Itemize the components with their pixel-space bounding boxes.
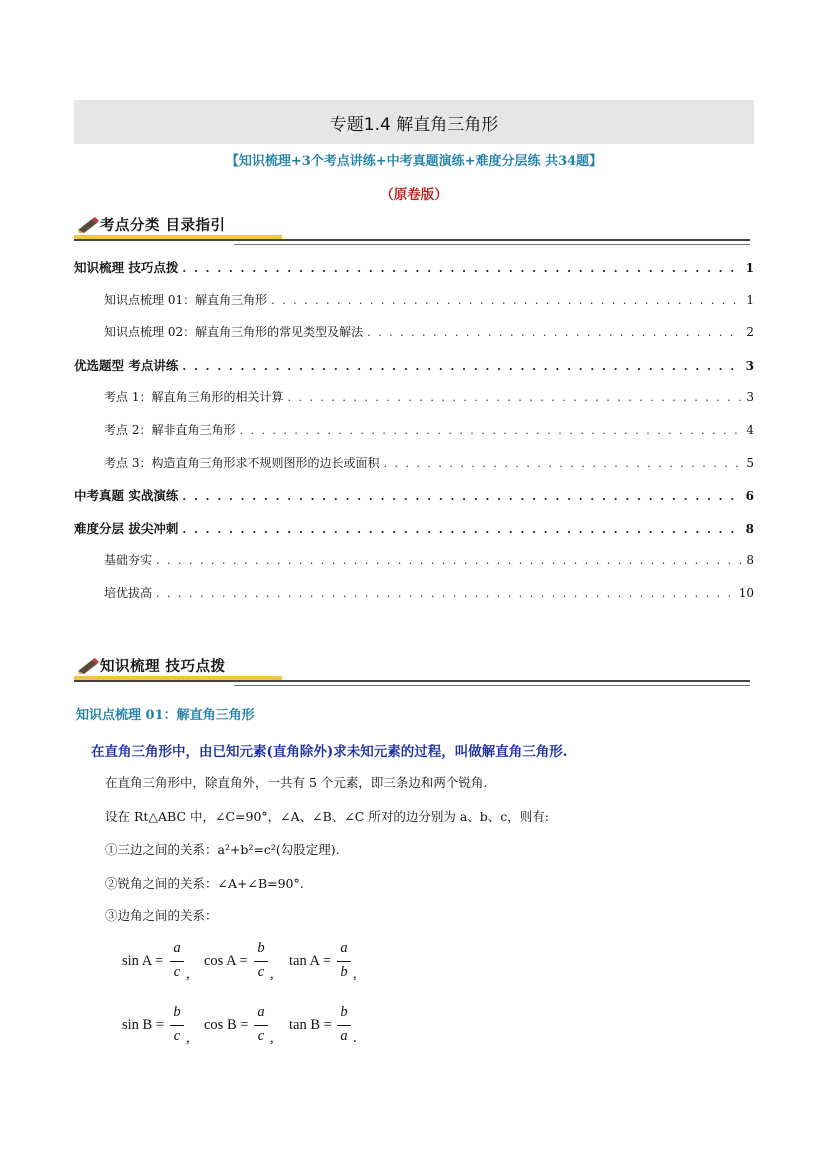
- toc-entry[interactable]: [74, 519, 754, 552]
- toc-page-number: 4: [746, 422, 754, 437]
- knowledge-point-title: 知识点梳理 01：解直角三角形: [76, 708, 255, 723]
- toc-page-number: 5: [746, 455, 754, 470]
- document-title-text: 专题1.4 解直角三角形: [329, 114, 499, 135]
- pencil-icon: [76, 657, 100, 675]
- toc-leader: [383, 457, 742, 470]
- toc-leader: [182, 523, 741, 536]
- formula-lhs: cos A =: [204, 953, 248, 969]
- toc-entry[interactable]: [74, 323, 754, 356]
- formula-lhs: tan B =: [289, 1017, 332, 1033]
- section-heading-text: 考点分类 目录指引: [100, 218, 226, 234]
- toc-entry[interactable]: [74, 291, 754, 324]
- toc-entry-label: 考点 2：解非直角三角形: [104, 422, 236, 437]
- document-subtitle: 【知识梳理+3个考点讲练+中考真题演练+难度分层练 共34题】: [225, 154, 603, 169]
- table-of-contents: [74, 258, 754, 617]
- paragraph: ①三边之间的关系：a²+b²=c²(勾股定理).: [105, 842, 340, 857]
- toc-entry[interactable]: [74, 258, 754, 291]
- toc-entry[interactable]: [74, 421, 754, 454]
- toc-page-number: 1: [745, 261, 754, 275]
- toc-entry-label: 知识点梳理 02：解直角三角形的常见类型及解法: [104, 325, 364, 340]
- separator: ,: [186, 1030, 190, 1046]
- toc-entry[interactable]: [74, 388, 754, 421]
- separator: ,: [353, 966, 357, 982]
- document-title: [74, 100, 754, 144]
- heading-rule: [74, 680, 750, 682]
- paragraph: 设在 Rt△ABC 中，∠C=90°，∠A、∠B、∠C 所对的边分别为 a、b、c，则有:: [105, 809, 549, 824]
- separator: ,: [270, 966, 274, 982]
- toc-leader: [182, 262, 741, 275]
- section-heading-toc: [74, 212, 750, 242]
- denominator: c: [257, 964, 265, 980]
- paragraph: 在直角三角形中，除直角外，一共有 5 个元素，即三条边和两个锐角.: [105, 775, 488, 790]
- toc-entry-label: 知识点梳理 01：解直角三角形: [104, 292, 268, 307]
- toc-leader: [156, 587, 735, 600]
- separator: .: [353, 1030, 357, 1046]
- numerator: a: [173, 940, 181, 956]
- toc-leader: [182, 360, 741, 373]
- toc-entry[interactable]: [74, 551, 754, 584]
- denominator: a: [340, 1028, 348, 1044]
- toc-entry-label: 培优拔高: [104, 585, 153, 600]
- separator: ,: [186, 966, 190, 982]
- paragraph: ③边角之间的关系：: [105, 908, 218, 923]
- numerator: b: [257, 940, 265, 956]
- toc-page-number: 8: [745, 521, 754, 536]
- numerator: a: [340, 940, 348, 956]
- toc-entry-label: 考点 1：解直角三角形的相关计算: [104, 390, 284, 405]
- definition-text: 在直角三角形中，由已知元素(直角除外)求未知元素的过程，叫做解直角三角形.: [91, 744, 568, 760]
- paragraph: ②锐角之间的关系：∠A+∠B=90°.: [105, 876, 304, 891]
- toc-leader: [271, 294, 742, 307]
- separator: ,: [270, 1030, 274, 1046]
- toc-page-number: 10: [738, 585, 754, 600]
- pencil-icon: [76, 216, 100, 234]
- formula-lhs: tan A =: [289, 953, 332, 969]
- toc-leader: [287, 391, 742, 404]
- toc-entry-label: 难度分层 拔尖冲刺: [74, 520, 179, 536]
- denominator: b: [340, 964, 348, 980]
- numerator: b: [173, 1004, 181, 1020]
- heading-rule-thin: [234, 685, 750, 686]
- toc-entry[interactable]: [74, 584, 754, 617]
- toc-leader: [367, 326, 742, 339]
- formula-lhs: sin A =: [122, 953, 164, 969]
- formula-lhs: cos B =: [204, 1017, 249, 1033]
- toc-entry-label: 知识梳理 技巧点拨: [74, 260, 179, 275]
- toc-page-number: 1: [746, 292, 754, 307]
- toc-entry[interactable]: [74, 356, 754, 389]
- section-heading-knowledge: [74, 653, 750, 683]
- toc-page-number: 6: [745, 489, 754, 504]
- heading-rule-thin: [234, 244, 750, 245]
- section-heading-text: 知识梳理 技巧点拨: [100, 659, 226, 675]
- numerator: a: [257, 1004, 265, 1020]
- toc-entry-label: 优选题型 考点讲练: [74, 357, 179, 373]
- denominator: c: [173, 964, 181, 980]
- toc-entry-label: 中考真题 实战演练: [74, 488, 179, 504]
- denominator: c: [173, 1028, 181, 1044]
- toc-page-number: 3: [746, 390, 754, 405]
- denominator: c: [257, 1028, 265, 1044]
- formula-lhs: sin B =: [122, 1017, 165, 1033]
- toc-page-number: 8: [746, 553, 754, 568]
- toc-page-number: 3: [745, 358, 754, 373]
- edition-label: （原卷版）: [380, 187, 448, 203]
- toc-entry-label: 考点 3：构造直角三角形求不规则图形的边长或面积: [104, 455, 380, 470]
- toc-entry-label: 基础夯实: [104, 553, 153, 568]
- toc-entry[interactable]: [74, 486, 754, 519]
- toc-entry[interactable]: [74, 454, 754, 487]
- heading-rule: [74, 239, 750, 241]
- toc-page-number: 2: [746, 325, 754, 340]
- toc-leader: [156, 554, 742, 567]
- numerator: b: [340, 1004, 348, 1020]
- toc-leader: [239, 424, 742, 437]
- toc-leader: [182, 490, 741, 503]
